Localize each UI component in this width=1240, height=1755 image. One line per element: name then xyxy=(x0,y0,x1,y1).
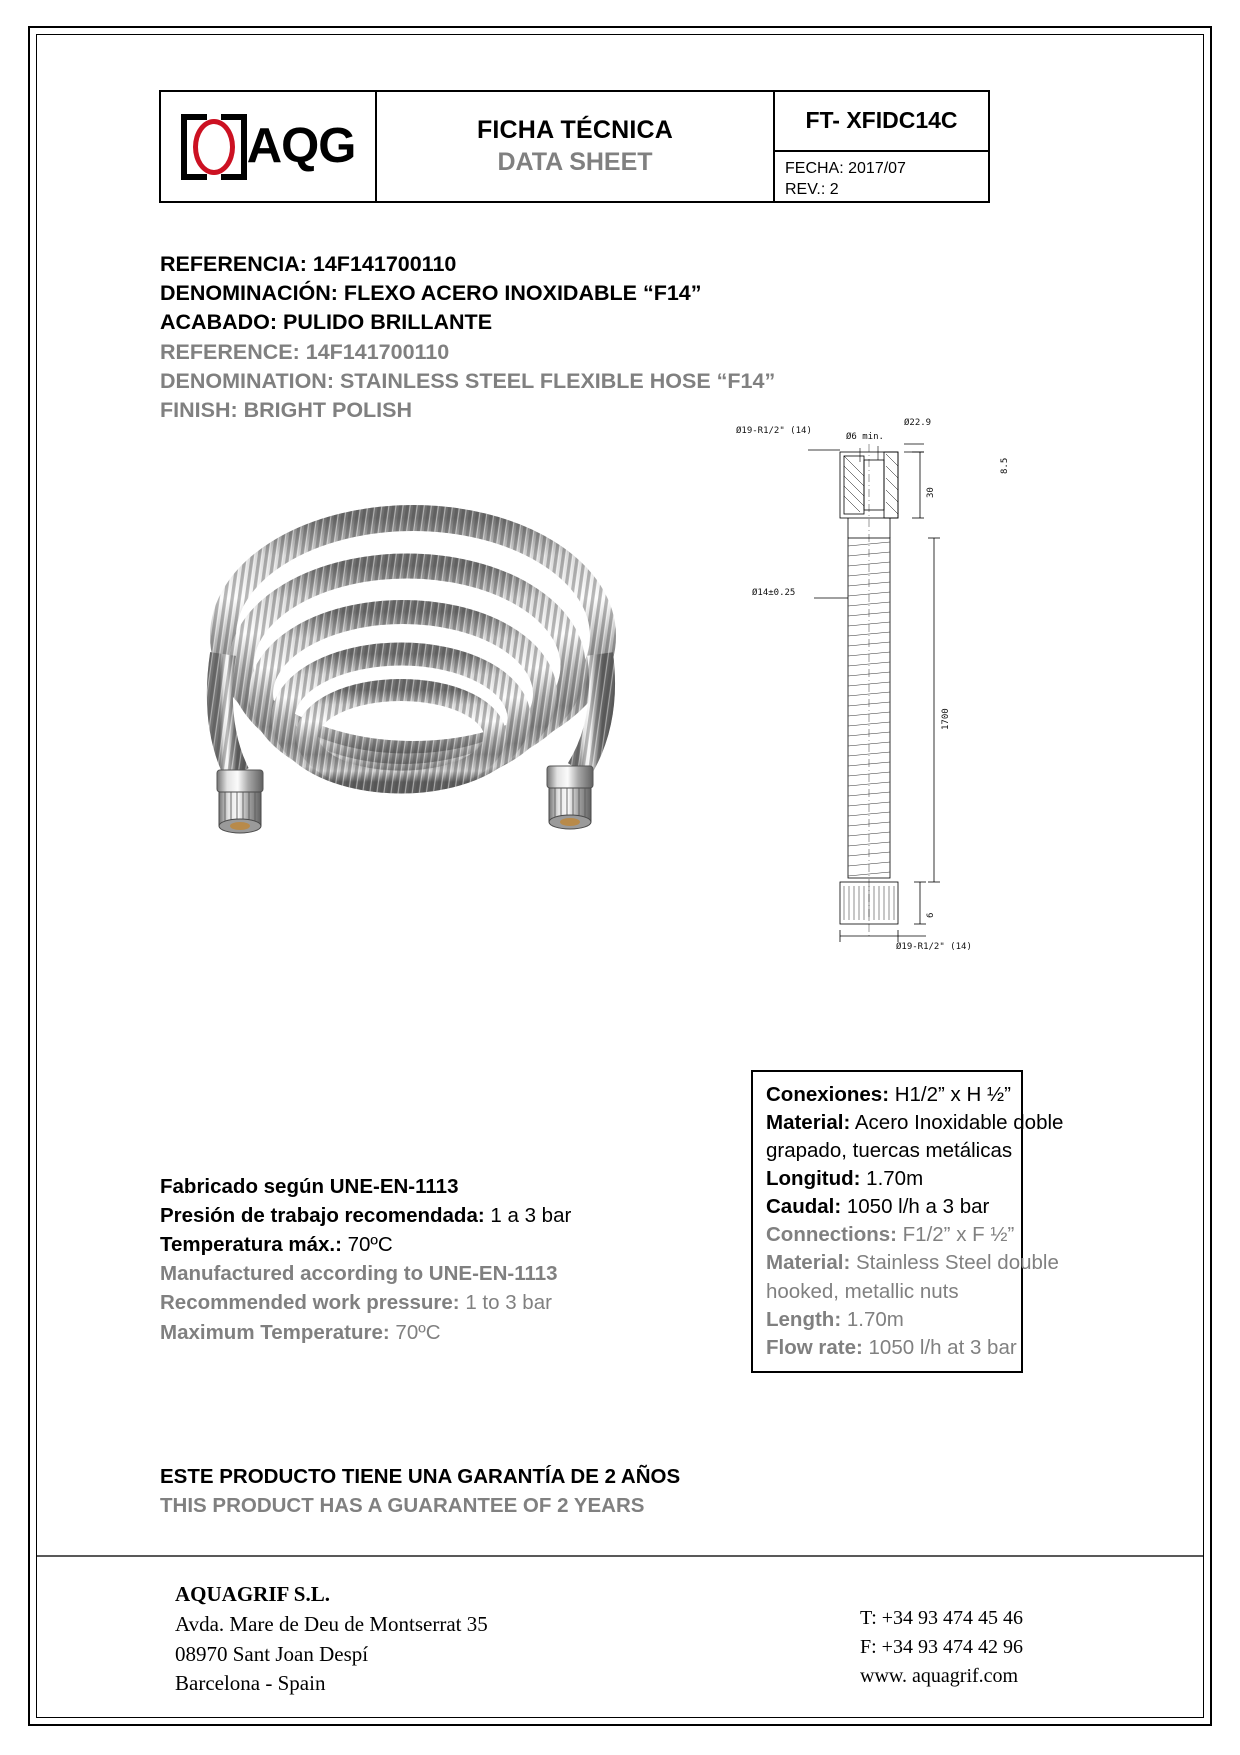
technical-drawing xyxy=(736,418,1030,960)
aqg-logo-text: AQG xyxy=(246,119,356,173)
conexiones-label: Conexiones: xyxy=(766,1083,890,1106)
dim-top-thread: Ø19-R1/2" (14) xyxy=(736,426,812,436)
acabado-line: ACABADO: PULIDO BRILLANTE xyxy=(160,310,493,335)
length-label: Length: xyxy=(766,1307,842,1331)
dim-nut-height: 8.5 xyxy=(1000,457,1010,474)
material-row xyxy=(766,1109,1064,1137)
material-label: Material: xyxy=(766,1111,851,1135)
product-photo xyxy=(175,440,645,860)
flow-rate-value: 1050 l/h at 3 bar xyxy=(862,1335,1017,1359)
connections-label: Connections: xyxy=(766,1223,897,1247)
caudal-label: Caudal: xyxy=(766,1195,842,1219)
guarantee-block xyxy=(160,1462,680,1520)
document-date: FECHA: 2017/07 xyxy=(785,159,906,177)
header-title-cell xyxy=(377,92,775,201)
work-pressure-es xyxy=(160,1201,660,1230)
hose-connector-right xyxy=(547,766,593,829)
standards-specs-block xyxy=(160,1172,660,1347)
max-temperature-es-value: 70ºC xyxy=(341,1233,393,1257)
work-pressure-en xyxy=(160,1288,660,1317)
denomination-line: DENOMINATION: STAINLESS STEEL FLEXIBLE HOSE “F14” xyxy=(160,368,776,393)
footer-divider xyxy=(37,1555,1203,1557)
referencia-line: REFERENCIA: 14F141700110 xyxy=(160,252,457,276)
document-revision: REV.: 2 xyxy=(785,181,839,199)
manufactured-standard-es xyxy=(160,1172,660,1201)
flow-rate-label: Flow rate: xyxy=(766,1335,863,1359)
longitud-value: 1.70m xyxy=(860,1167,924,1191)
finish-line: FINISH: BRIGHT POLISH xyxy=(160,398,413,423)
manufactured-standard-en xyxy=(160,1259,660,1288)
dim-bottom-thread: Ø19-R1/2" (14) xyxy=(896,942,972,952)
address-street: Avda. Mare de Deu de Montserrat 35 xyxy=(175,1611,488,1636)
address-city: 08970 Sant Joan Despí xyxy=(175,1641,369,1666)
footer-address-block xyxy=(175,1580,488,1699)
reference-block xyxy=(160,250,960,425)
header-table xyxy=(159,90,990,203)
title-english: DATA SHEET xyxy=(497,147,653,176)
work-pressure-en-value: 1 to 3 bar xyxy=(459,1291,552,1315)
aqg-bracket-ring-icon xyxy=(181,114,247,180)
length-value: 1.70m xyxy=(841,1307,904,1331)
contact-website[interactable]: www. aquagrif.com xyxy=(860,1665,1019,1687)
hose-connector-left xyxy=(217,770,263,833)
contact-fax: F: +34 93 474 42 96 xyxy=(860,1636,1023,1658)
document-code: FT- XFIDC14C xyxy=(775,92,988,152)
connections-value: F1/2” x F ½” xyxy=(896,1223,1015,1247)
material-en-row xyxy=(766,1249,1059,1277)
conexiones-row xyxy=(766,1081,1013,1109)
flow-rate-row xyxy=(766,1334,1017,1362)
reference-line: REFERENCE: 14F141700110 xyxy=(160,339,450,364)
dim-nut-diameter: Ø22.9 xyxy=(904,418,932,428)
material-en-value: Stainless Steel double xyxy=(850,1251,1059,1275)
dim-total-length: 1700 xyxy=(941,708,951,730)
max-temperature-es-label: Temperatura máx.: xyxy=(160,1233,342,1257)
header-meta-cell xyxy=(775,152,988,201)
caudal-value: 1050 l/h a 3 bar xyxy=(841,1195,990,1219)
product-spec-box xyxy=(751,1070,1064,1373)
header-code-cell xyxy=(775,92,988,201)
caudal-row xyxy=(766,1193,1013,1221)
footer xyxy=(0,1580,1240,1700)
company-name: AQUAGRIF S.L. xyxy=(175,1582,330,1606)
conexiones-value: H1/2” x H ½” xyxy=(889,1083,1011,1106)
dimension-drawing xyxy=(800,430,1030,960)
longitud-row xyxy=(766,1165,1013,1193)
length-row xyxy=(766,1306,1013,1334)
footer-contact-block xyxy=(860,1604,1023,1691)
dim-nut-length: 30 xyxy=(926,487,936,498)
max-temperature-en-value: 70ºC xyxy=(389,1320,441,1344)
connections-row xyxy=(766,1221,1013,1249)
max-temperature-es xyxy=(160,1230,660,1259)
manufactured-standard-en-label: Manufactured according to UNE-EN-1113 xyxy=(160,1262,558,1286)
contact-telephone: T: +34 93 474 45 46 xyxy=(860,1607,1024,1629)
dim-hose-diameter: Ø14±0.25 xyxy=(752,588,796,598)
aqg-logo xyxy=(181,114,356,180)
material-en-value-continued: hooked, metallic nuts xyxy=(766,1279,959,1303)
work-pressure-es-label: Presión de trabajo recomendada: xyxy=(160,1204,485,1228)
max-temperature-en-label: Maximum Temperature: xyxy=(160,1320,390,1344)
flexible-hose-image xyxy=(175,440,645,860)
material-en-label: Material: xyxy=(766,1251,851,1275)
work-pressure-es-value: 1 a 3 bar xyxy=(484,1204,572,1228)
denominacion-line: DENOMINACIÓN: FLEXO ACERO INOXIDABLE “F14” xyxy=(160,281,702,306)
address-country: Barcelona - Spain xyxy=(175,1671,326,1696)
material-value: Acero Inoxidable doble xyxy=(850,1111,1064,1135)
work-pressure-en-label: Recommended work pressure: xyxy=(160,1291,460,1315)
title-spanish: FICHA TÉCNICA xyxy=(476,116,674,145)
manufactured-standard-es-label: Fabricado según UNE-EN-1113 xyxy=(160,1175,459,1198)
guarantee-english: THIS PRODUCT HAS A GUARANTEE OF 2 YEARS xyxy=(160,1494,645,1518)
longitud-label: Longitud: xyxy=(766,1167,861,1191)
header-logo-cell xyxy=(161,92,377,201)
guarantee-spanish: ESTE PRODUCTO TIENE UNA GARANTÍA DE 2 AÑOS xyxy=(160,1465,681,1488)
dim-bottom-small: 6 xyxy=(926,912,936,918)
max-temperature-en xyxy=(160,1318,660,1347)
dim-bore: Ø6 min. xyxy=(846,432,884,442)
material-value-continued: grapado, tuercas metálicas xyxy=(766,1139,1013,1163)
